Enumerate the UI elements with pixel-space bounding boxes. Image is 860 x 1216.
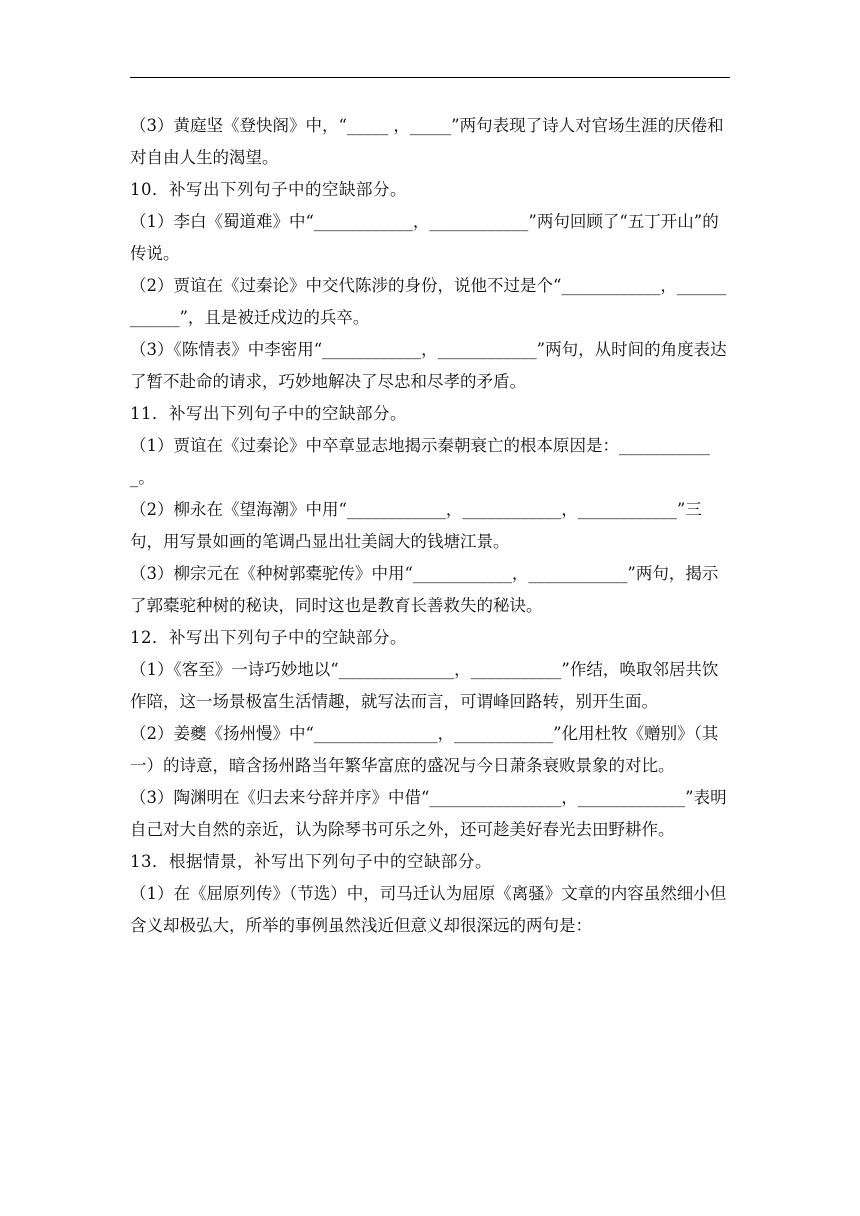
question-12-item-3: （3）陶渊明在《归去来兮辞并序》中借“________________，_____________”表明自己对大自然的亲近，认为除琴书可乐之外，还可趁美好春光去田野耕作。 bbox=[130, 788, 727, 839]
question-11-item-3: （3）柳宗元在《种树郭橐驼传》中用“____________，____________”两句，揭示了郭橐驼种树的秘诀，同时这也是教育长善救失的秘诀。 bbox=[130, 564, 719, 615]
question-11-item-1: （1）贾谊在《过秦论》中卒章显志地揭示秦朝衰亡的根本原因是：____________。 bbox=[130, 436, 710, 487]
question-11-item-2: （2）柳永在《望海潮》中用“____________，____________，____________”三句，用写景如画的笔调凸显出壮美阔大的钱塘江景。 bbox=[130, 500, 702, 551]
question-13-item-1: （1）在《屈原列传》（节选）中，司马迁认为屈原《离骚》文章的内容虽然细小但含义却极弘大，所举的事例虽然浅近但意义却很深远的两句是： bbox=[130, 884, 727, 935]
document-body bbox=[130, 110, 730, 942]
question-12-item-2: （2）姜夔《扬州慢》中“_______________，____________”化用杜牧《赠别》（其一）的诗意，暗含扬州路当年繁华富庶的盛况与今日萧条衰败景象的对比。 bbox=[130, 724, 719, 775]
question-12-item-1: （1）《客至》一诗巧妙地以“______________，___________”作结，唤取邻居共饮作陪，这一场景极富生活情趣，就写法而言，可谓峰回路转，别开生面。 bbox=[130, 660, 719, 711]
question-10-item-3: （3）《陈情表》中李密用“____________，____________”两句，从时间的角度表达了暂不赴命的请求，巧妙地解决了尽忠和尽孝的矛盾。 bbox=[130, 340, 727, 391]
question-9-item-3: （3）黄庭坚《登快阁》中，“_____ ，_____”两句表现了诗人对官场生涯的厌倦和对自由人生的渴望。 bbox=[130, 116, 724, 167]
header-rule bbox=[130, 77, 730, 78]
question-10-heading: 10．补写出下列句子中的空缺部分。 bbox=[130, 180, 407, 199]
question-13-heading: 13．根据情景，补写出下列句子中的空缺部分。 bbox=[130, 852, 492, 871]
question-12-heading: 12．补写出下列句子中的空缺部分。 bbox=[130, 628, 407, 647]
question-10-item-2: （2）贾谊在《过秦论》中交代陈涉的身份，说他不过是个“____________，____________”，且是被迁戍边的兵卒。 bbox=[130, 276, 727, 327]
question-11-heading: 11．补写出下列句子中的空缺部分。 bbox=[130, 404, 407, 423]
question-10-item-1: （1）李白《蜀道难》中“____________，____________”两句回顾了“五丁开山”的传说。 bbox=[130, 212, 719, 263]
